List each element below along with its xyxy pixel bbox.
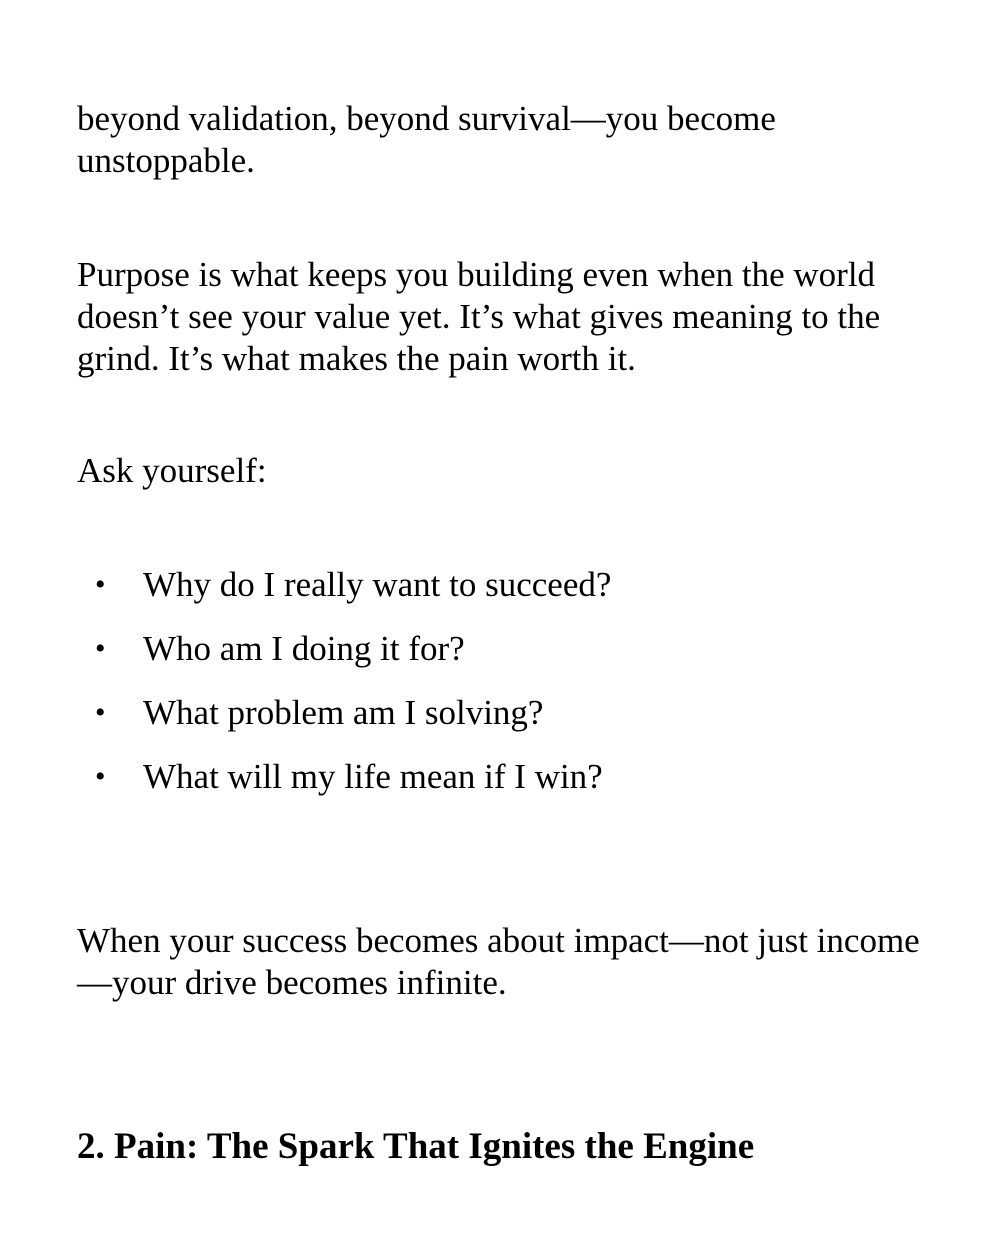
bullet-icon: • (95, 568, 106, 601)
paragraph-ask-yourself: Ask yourself: (77, 451, 267, 490)
list-item (0, 692, 988, 756)
list-item (0, 564, 988, 628)
list-item (0, 628, 988, 692)
list-item-text: Why do I really want to succeed? (143, 565, 612, 604)
bullet-icon: • (95, 760, 106, 793)
list-item-text: What will my life mean if I win? (143, 757, 603, 796)
bullet-icon: • (95, 632, 106, 665)
list-item (0, 756, 988, 820)
list-item-text: What problem am I solving? (143, 693, 544, 732)
paragraph-continuation: beyond validation, beyond survival—you become unstoppable. (77, 99, 776, 180)
question-list (0, 564, 988, 820)
list-item-text: Who am I doing it for? (143, 629, 465, 668)
paragraph-purpose: Purpose is what keeps you building even when the world doesn’t see your value yet. It’s what gives meaning to the grind. It’s what makes the pain worth it. (77, 255, 881, 378)
paragraph-impact: When your success becomes about impact—not just income—your drive becomes infinite. (77, 921, 920, 1002)
bullet-icon: • (95, 696, 106, 729)
section-heading: 2. Pain: The Spark That Ignites the Engine (77, 1126, 755, 1167)
